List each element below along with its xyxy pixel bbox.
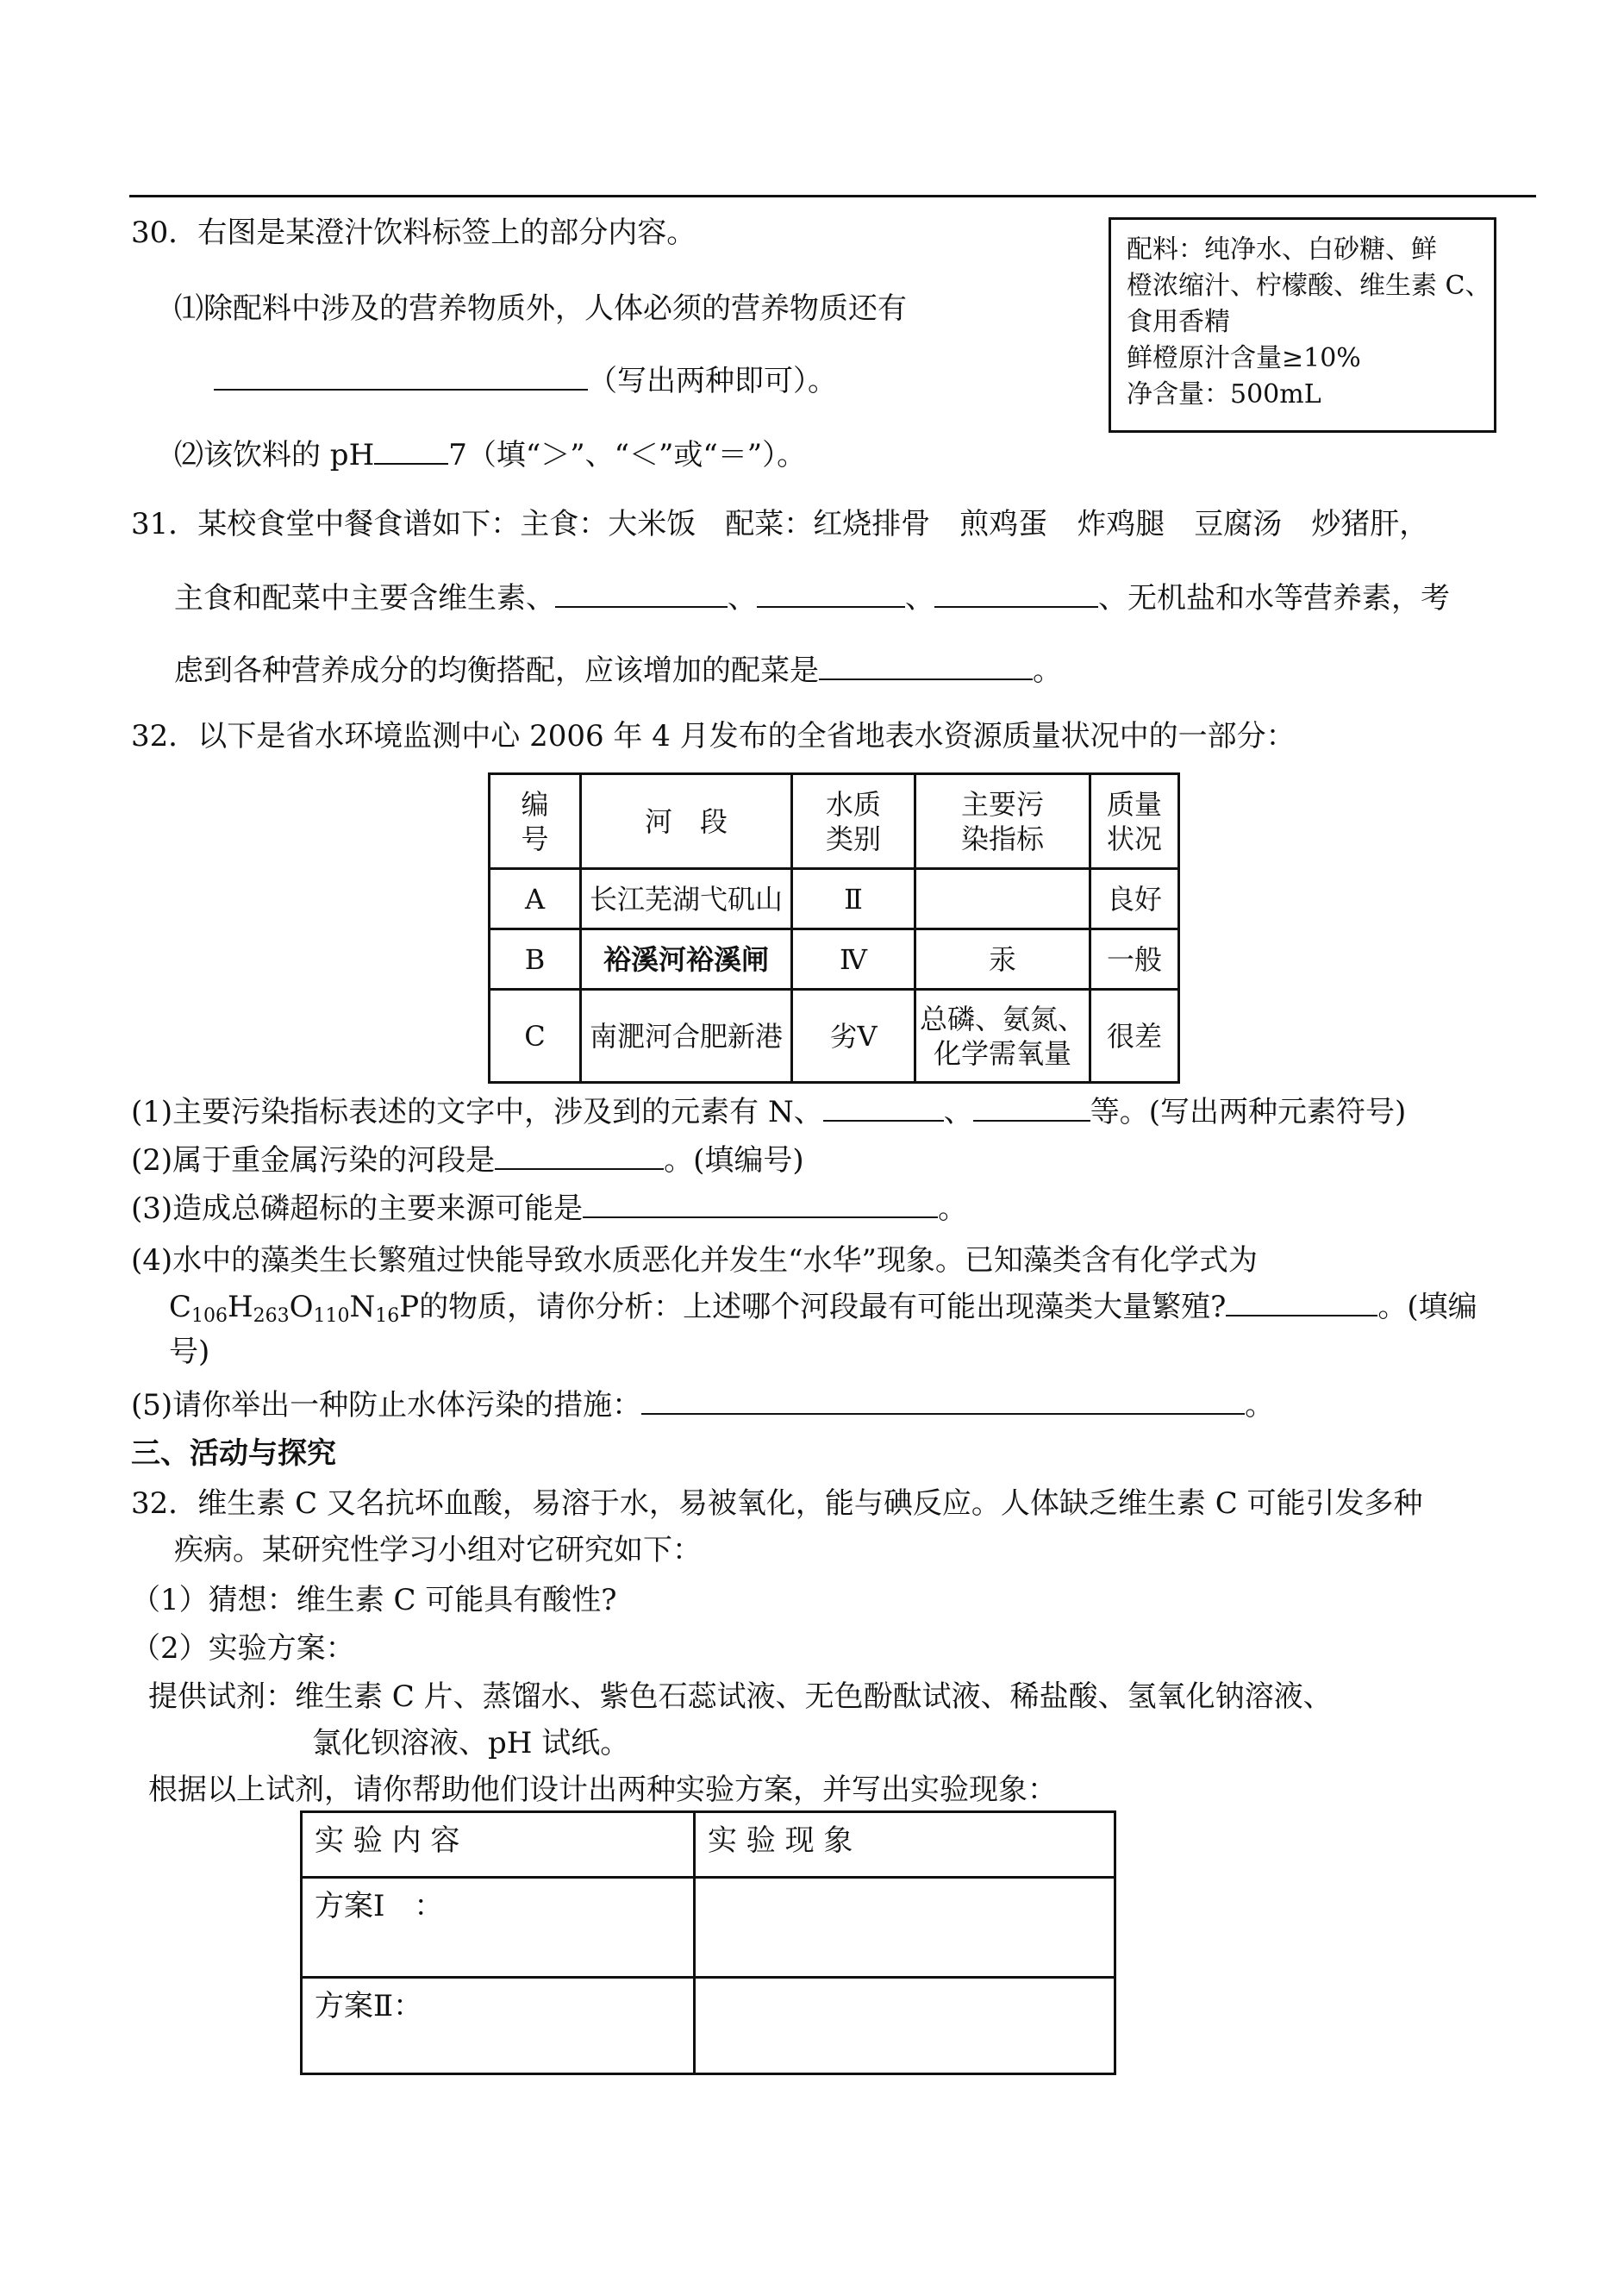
blank-nutrient-1[interactable] [555,580,728,608]
label-line: 净含量：500mL [1127,379,1321,410]
q30-part2-post: 7（填“＞”、“＜”或“＝”）。 [448,438,807,472]
header-cell: 水质 类别 [792,774,915,869]
section-heading: 三、活动与探究 [131,1436,336,1471]
blank-nutrients[interactable] [214,363,588,391]
q32-sub5-pre: (5)请你举出一种防止水体污染的措施： [131,1388,642,1423]
q31-line2 [174,579,1450,617]
q32-sub1-mid: 、 [943,1095,973,1129]
q30-part1-answer-line [214,362,837,400]
label-line: 橙浓缩汁、柠檬酸、维生素 C、 [1127,271,1491,301]
table-cell: 一般 [1090,929,1179,990]
label-line: 配料：纯净水、白砂糖、鲜 [1127,235,1437,265]
table-cell: Ⅳ [792,929,915,990]
q32-sub1-pre: (1)主要污染指标表述的文字中，涉及到的元素有 N、 [131,1095,823,1129]
q32-sub3-pre: (3)造成总磷超标的主要来源可能是 [131,1191,584,1226]
table-row [490,990,1179,1083]
plan-1-cell[interactable]: 方案Ⅰ ： [302,1878,695,1978]
header-cell: 编 号 [490,774,581,869]
header-cell: 主要污 染指标 [915,774,1090,869]
q32-sub2-pre: (2)属于重金属污染的河段是 [131,1143,496,1178]
table-row [490,929,1179,990]
water-quality-table [488,772,1180,1084]
q32-sub4-line1: (4)水中的藻类生长繁殖过快能导致水质恶化并发生“水华”现象。已知藻类含有化学式为 [131,1243,1258,1278]
table-cell: 南淝河合肥新港 [581,990,792,1083]
header-cell: 实 验 现 象 [695,1812,1115,1878]
table-header-row [302,1812,1115,1878]
q30-part1-tail: （写出两种即可）。 [588,364,837,398]
q32-stem: 32．以下是省水环境监测中心 2006 年 4 月发布的全省地表水资源质量状况中的一部分： [131,719,1296,754]
table-cell: Ⅱ [792,869,915,929]
blank-ph[interactable] [374,437,448,465]
q31-sep: 、 [905,581,934,616]
q32-sub4-post: 。(填编 [1377,1290,1477,1324]
q32-sub4-line3: 号) [169,1335,210,1369]
sec3-stem-line2: 疾病。某研究性学习小组对它研究如下： [174,1533,702,1567]
table-cell: 良好 [1090,869,1179,929]
q32-sub2 [131,1141,804,1179]
q31-line2-post: 、无机盐和水等营养素，考 [1098,581,1450,616]
table-cell: C [490,990,581,1083]
sec3-guess: （1）猜想：维生素 C 可能具有酸性? [131,1583,617,1617]
algae-formula: $C_{106}H_{263}O_{110}N_{16}P$ [169,1290,420,1327]
q30-stem: 30．右图是某澄汁饮料标签上的部分内容。 [131,216,696,250]
q32-sub4-line2 [169,1288,1477,1335]
top-rule [129,195,1536,197]
sec3-stem-line1: 32．维生素 C 又名抗坏血酸，易溶于水，易被氧化，能与碘反应。人体缺乏维生素 C 可能引发多种 [131,1486,1423,1521]
q32-sub5 [131,1386,1274,1424]
header-cell: 河 段 [581,774,792,869]
blank-extra-dish[interactable] [819,653,1033,680]
blank-heavy-metal-section[interactable] [495,1142,664,1170]
table-header-row [490,774,1179,869]
q31-sep: 、 [728,581,757,616]
table-row [490,869,1179,929]
blank-nutrient-2[interactable] [757,580,905,608]
plan-2-result-cell[interactable] [695,1978,1115,2074]
sec3-reagents-line1: 提供试剂：维生素 C 片、蒸馏水、紫色石蕊试液、无色酚酞试液、稀盐酸、氢氧化钠溶液、 [148,1679,1333,1714]
blank-algae-section[interactable] [1226,1289,1377,1316]
table-cell: 很差 [1090,990,1179,1083]
sec3-plan: （2）实验方案： [131,1631,355,1666]
q31-line2-pre: 主食和配菜中主要含维生素、 [174,581,555,616]
table-cell: 总磷、氨氮、 化学需氧量 [915,990,1090,1083]
blank-pollution-measure[interactable] [641,1387,1245,1415]
q31-line3-post: 。 [1033,653,1062,688]
blank-element-2[interactable] [973,1094,1090,1122]
q32-sub3-post: 。 [938,1191,968,1226]
header-cell: 质量 状况 [1090,774,1179,869]
drink-label-box [1109,217,1496,433]
header-cell: 实 验 内 容 [302,1812,695,1878]
table-cell: 劣Ⅴ [792,990,915,1083]
blank-nutrient-3[interactable] [934,580,1098,608]
table-row [302,1978,1115,2074]
q30-part1: ⑴除配料中涉及的营养物质外，人体必须的营养物质还有 [174,291,907,326]
q32-sub3 [131,1190,967,1228]
table-cell: 汞 [915,929,1090,990]
q30-part2-pre: ⑵该饮料的 pH [174,438,375,472]
q32-sub2-post: 。(填编号) [664,1143,804,1178]
blank-phosphorus-source[interactable] [583,1191,938,1218]
plan-1-result-cell[interactable] [695,1878,1115,1978]
table-cell: 裕溪河裕溪闸 [581,929,792,990]
table-row [302,1878,1115,1978]
q31-line1: 31．某校食堂中餐食谱如下：主食：大米饭 配菜：红烧排骨 煎鸡蛋 炸鸡腿 豆腐汤 炒猪肝， [131,507,1429,541]
q32-sub4-question: 的物质，请你分析：上述哪个河段最有可能出现藻类大量繁殖? [419,1290,1227,1324]
table-cell: B [490,929,581,990]
blank-element-1[interactable] [823,1094,944,1122]
table-cell [915,869,1090,929]
label-line: 鲜橙原汁含量≥10% [1127,343,1361,373]
table-cell: A [490,869,581,929]
q31-line3-pre: 虑到各种营养成分的均衡搭配，应该增加的配菜是 [174,653,819,688]
table-cell: 长江芜湖弋矶山 [581,869,792,929]
sec3-instruction: 根据以上试剂，请你帮助他们设计出两种实验方案，并写出实验现象： [148,1773,1057,1807]
q30-part2 [174,436,806,474]
sec3-reagents-line2: 氯化钡溶液、pH 试纸。 [312,1726,630,1760]
experiment-table [300,1810,1116,2075]
q32-sub1-post: 等。(写出两种元素符号) [1090,1095,1407,1129]
q32-sub5-post: 。 [1245,1388,1275,1423]
q31-line3 [174,652,1062,690]
plan-2-cell[interactable]: 方案Ⅱ： [302,1978,695,2074]
q32-sub1 [131,1093,1406,1131]
label-line: 食用香精 [1127,307,1230,337]
